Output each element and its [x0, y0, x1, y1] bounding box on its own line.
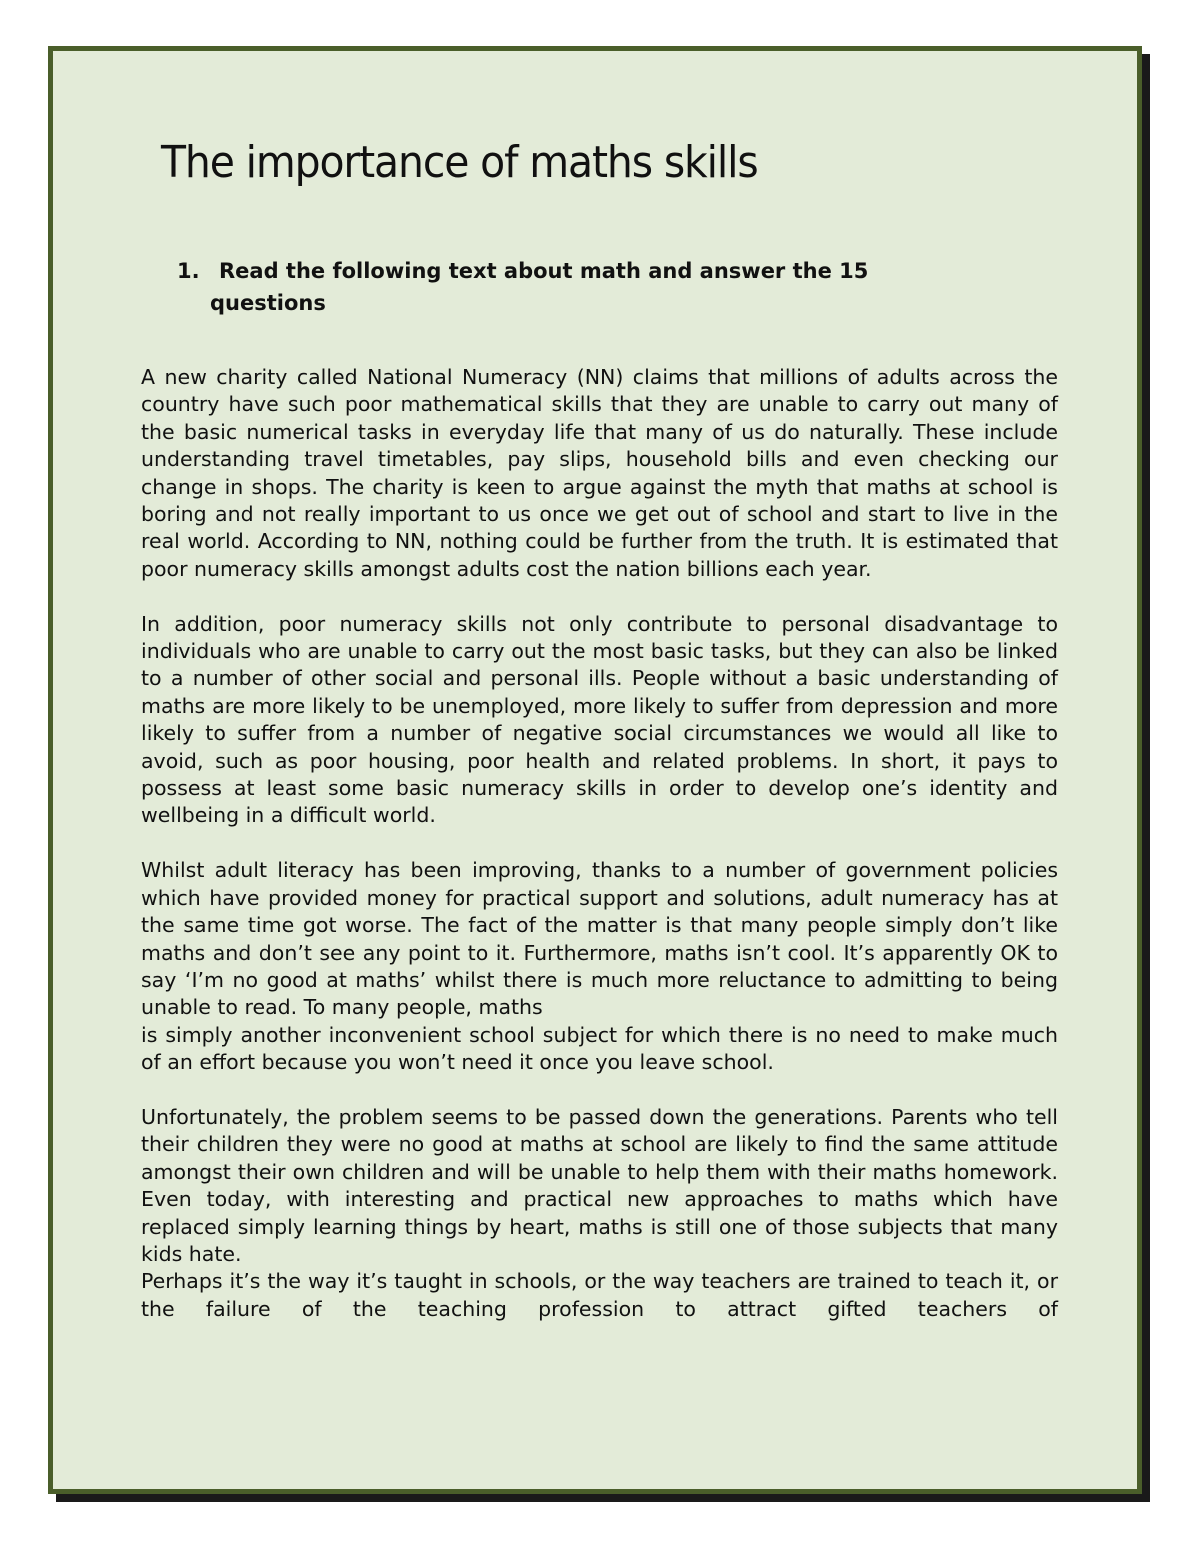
page-title: The importance of maths skills [161, 137, 758, 188]
document-page [48, 46, 1142, 1494]
paragraph-3 [141, 857, 1058, 1076]
instruction-item [173, 255, 973, 319]
paragraph-4: Unfortunately, the problem seems to be passed down the generations. Parents who tell their children they were no good at maths at school are likely to find the same attitude amongst their own children and will be unable to help them with their maths homework. Even today, with interesting and practical new approaches to maths which have replaced simply learning things by heart, maths is still one of those subjects that many kids hate. [141, 1104, 1058, 1266]
instruction-number: 1. [177, 259, 200, 283]
instruction-text-continued: questions [210, 291, 326, 315]
paragraph-1: A new charity called National Numeracy (NN) claims that millions of adults across the country have such poor mathematical skills that they are unable to carry out many of the basic numerical tasks in everyday life that many of us do naturally. These include understanding travel timetables, pay slips, household bills and even checking our change in shops. The charity is keen to argue against the myth that maths at school is boring and not really important to us once we get out of school and start to live in the real world. According to NN, nothing could be further from the truth. It is estimated that poor numeracy skills amongst adults cost the nation billions each year. [141, 365, 1058, 581]
paragraph-3-part-1: Whilst adult literacy has been improving, thanks to a number of government policies which have provided money for practical support and solutions, adult numeracy has at the same time got worse. The fact of the matter is that many people simply don’t like maths and don’t see any point to it. Furthermore, maths isn’t cool. It’s apparently OK to say ‘I’m no good at maths’ whilst there is much more reluctance to admitting to being unable to read. To many people, maths [141, 858, 1058, 1020]
reading-passage [141, 364, 1058, 1323]
paragraph-2: In addition, poor numeracy skills not only contribute to personal disadvantage to individuals who are unable to carry out the most basic tasks, but they can also be linked to a number of other social and personal ills. People without a basic understanding of maths are more likely to be unemployed, more likely to suffer from depression and more likely to suffer from a number of negative social circumstances we would all like to avoid, such as poor housing, poor health and related problems. In short, it pays to possess at least some basic numeracy skills in order to develop one’s identity and wellbeing in a difficult world. [141, 611, 1058, 828]
paragraph-3-part-2: is simply another inconvenient school subject for which there is no need to make much of an effort because you won’t need it once you leave school. [141, 1022, 1058, 1075]
instruction-text: Read the following text about math and answer the 15 [219, 259, 869, 283]
paragraph-5: Perhaps it’s the way it’s taught in schools, or the way teachers are trained to teach it, or the failure of the teaching profession to attract gifted teachers of [141, 1269, 1058, 1321]
